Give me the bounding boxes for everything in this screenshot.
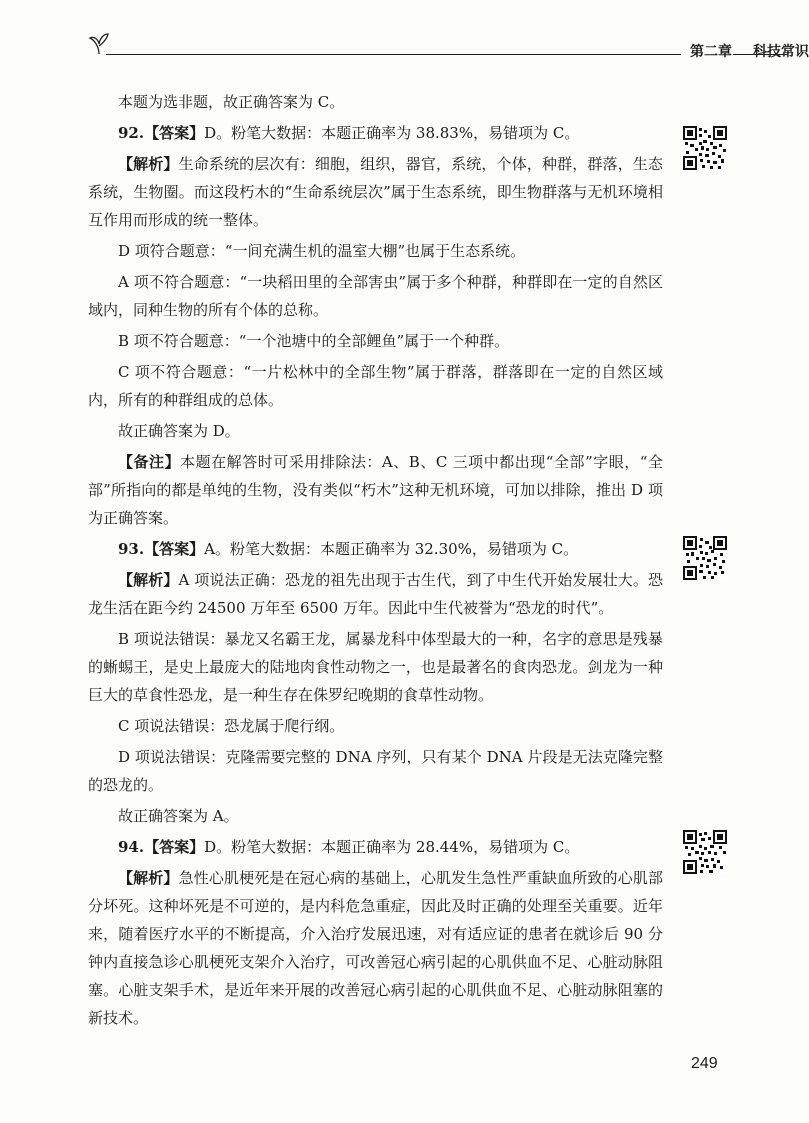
qr-code-icon[interactable] [683, 536, 727, 580]
answer-paragraph: 92.【答案】D。粉笔大数据：本题正确率为 38.83%，易错项为 C。 [118, 124, 580, 142]
answer-paragraph: 94.【答案】D。粉笔大数据：本题正确率为 28.44%，易错项为 C。 [118, 838, 580, 856]
paragraph: 本题为选非题，故正确答案为 C。 [118, 93, 345, 111]
qr-code-icon[interactable] [683, 830, 727, 874]
paragraph: A 项不符合题意：“一块稻田里的全部害虫”属于多个种群，种群即在一定的自然区域内，同种生物的所有个体的总称。 [88, 273, 663, 319]
answer-paragraph: 93.【答案】A。粉笔大数据：本题正确率为 32.30%，易错项为 C。 [118, 540, 579, 558]
analysis-paragraph: 【解析】急性心肌梗死是在冠心病的基础上，心肌发生急性严重缺血所致的心肌部分坏死。这种坏死是不可逆的，是内科危急重症，因此及时正确的处理至关重要。近年来，随着医疗水平的不断提高，介入治疗发展迅速，对有适应证的患者在就诊后 90 分钟内直接急诊心肌梗死支架介入治疗，可改善冠心病引起的心肌供血不足、心脏动脉阻塞。心脏支架手术，是近年来开展的改善冠心病引起的心肌供血不足、心脏动脉阻塞的新技术。 [88, 869, 663, 1027]
page-number: 249 [691, 1055, 718, 1072]
page-header [88, 30, 809, 64]
analysis-paragraph: 【解析】A 项说法正确：恐龙的祖先出现于古生代，到了中生代开始发展壮大。恐龙生活在距今约 24500 万年至 6500 万年。因此中生代被誉为“恐龙的时代”。 [88, 571, 663, 617]
paragraph: B 项说法错误：暴龙又名霸王龙，属暴龙科中体型最大的一种，名字的意思是残暴的蜥蜴王，是史上最庞大的陆地肉食性动物之一，也是最著名的食肉恐龙。剑龙为一种巨大的草食性恐龙，是一种生存在侏罗纪晚期的食草性动物。 [88, 630, 663, 704]
page-body [88, 88, 663, 1035]
chapter-label: 第二章 [690, 44, 732, 60]
header-rule-left [106, 54, 681, 55]
header-rule-right [733, 54, 788, 55]
paragraph: B 项不符合题意：“一个池塘中的全部鲤鱼”属于一个种群。 [118, 332, 510, 350]
paragraph: 故正确答案为 A。 [118, 807, 239, 825]
paragraph: C 项不符合题意：“一片松林中的全部生物”属于群落，群落即在一定的自然区域内，所有的种群组成的总体。 [88, 363, 663, 409]
note-paragraph: 【备注】本题在解答时可采用排除法：A、B、C 三项中都出现“全部”字眼，“全部”所指向的都是单纯的生物，没有类似“朽木”这种无机环境，可加以排除，推出 D 项为正确答案。 [88, 453, 663, 527]
paragraph: C 项说法错误：恐龙属于爬行纲。 [118, 717, 345, 735]
paragraph: D 项说法错误：克隆需要完整的 DNA 序列，只有某个 DNA 片段是无法克隆完整的恐龙的。 [88, 748, 663, 794]
paragraph: D 项符合题意：“一间充满生机的温室大棚”也属于生态系统。 [118, 242, 526, 260]
analysis-paragraph: 【解析】生命系统的层次有：细胞，组织，器官，系统，个体，种群，群落，生态系统，生物圈。而这段朽木的“生命系统层次”属于生态系统，即生物群落与无机环境相互作用而形成的统一整体。 [88, 155, 663, 229]
paragraph: 故正确答案为 D。 [118, 422, 240, 440]
leaf-icon [88, 30, 110, 56]
section-title: 科技常识 [753, 44, 809, 60]
qr-code-icon[interactable] [683, 126, 727, 170]
